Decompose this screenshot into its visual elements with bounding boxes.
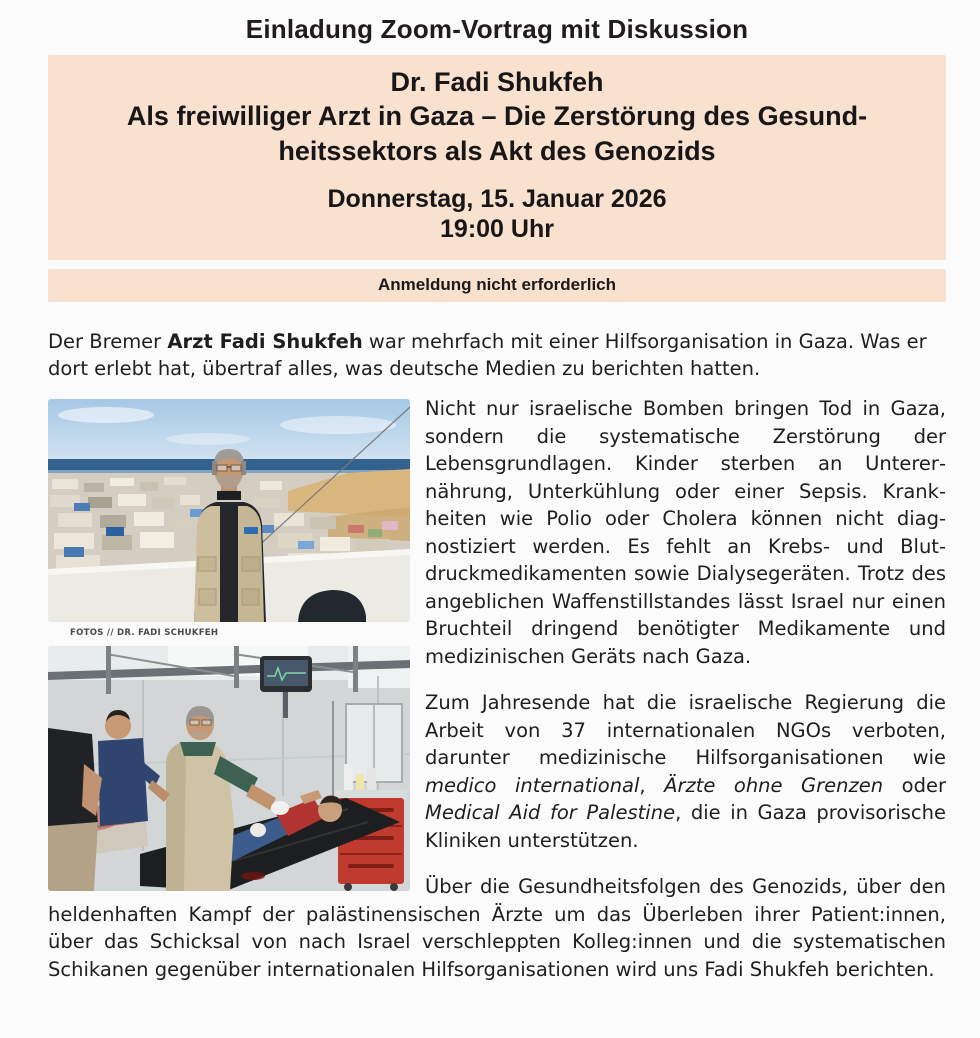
intro-paragraph	[48, 328, 946, 382]
org-medical-aid-for-palestine: Medical Aid for Palestine	[425, 801, 676, 824]
intro-text-before: Der Bremer	[48, 330, 168, 353]
ngo-text-2: ,	[639, 773, 665, 797]
photo-column	[48, 399, 410, 891]
ngo-text-3: oder	[883, 773, 946, 797]
intro-bold-name: Arzt Fadi Shukfeh	[167, 330, 363, 353]
org-aerzte-ohne-grenzen: Ärzte ohne Grenzen	[664, 773, 884, 797]
flyer-page	[0, 14, 980, 983]
paragraph-medical-situation: Nicht nur israelische Bomben bringen Tod in Gaza, sondern die systematische Zerstörung der Lebensgrundlagen. Kinder sterben an Unterernährung, Unterkühlung oder einer Sepsis. Krankheiten wie Polio oder Cholera können nicht diagnostiziert werden. Es fehlt an Krebs- und Blutdruckmedikamenten sowie Dialysegeräten. Trotz des angeblichen Waffenstillstandes lässt Israel nur einen Bruchteil dringend benötigter Medikamente und medizinischen Geräts nach Gaza.	[425, 397, 946, 668]
ngo-text-1: Zum Jahresende hat die israelische Regierung die Arbeit von 37 internationalen NGOs verboten, darunter medizinische Hilfsorganisationen wie	[425, 691, 946, 769]
event-date: Donnerstag, 15. Januar 2026	[327, 185, 667, 213]
photo-caption: FOTOS // DR. FADI SCHUKFEH	[70, 628, 219, 638]
org-medico-international: medico international	[425, 773, 640, 797]
speaker-name: Dr. Fadi Shukfeh	[390, 67, 604, 97]
intro-text-after: war mehrfach mit einer Hilfsorganisation in Gaza. Was er dort erlebt hat, übertraf alles, was deutsche Medien zu berichten hatten.	[48, 330, 927, 380]
field-clinic-photo	[48, 646, 410, 891]
event-box	[48, 55, 946, 260]
event-time: 19:00 Uhr	[440, 215, 554, 243]
page-title: Einladung Zoom-Vortrag mit Diskussion	[245, 14, 749, 44]
talk-title-line1: Als freiwilliger Arzt in Gaza – Die Zerstörung des Gesund-	[126, 101, 868, 131]
ngo-text-4: , die in Gaza provisorische Kliniken unterstützen.	[425, 801, 946, 852]
article-body	[48, 395, 946, 983]
registration-note: Anmeldung nicht erforderlich	[48, 269, 946, 302]
rooftop-camp-photo	[48, 399, 410, 622]
talk-title-line2: heitssektors als Akt des Genozids	[278, 136, 716, 166]
paragraph-closing: Über die Gesundheitsfolgen des Genozids, über den heldenhaften Kampf der palästinensischen Ärzte um das Überleben ihrer Patient:innen, über das Schicksal von nach Israel verschleppten Kolleg:innen und die systematischen Schikanen gegenüber internationalen Hilfsorganisationen wird uns Fadi Shukfeh berichten.	[48, 875, 946, 981]
